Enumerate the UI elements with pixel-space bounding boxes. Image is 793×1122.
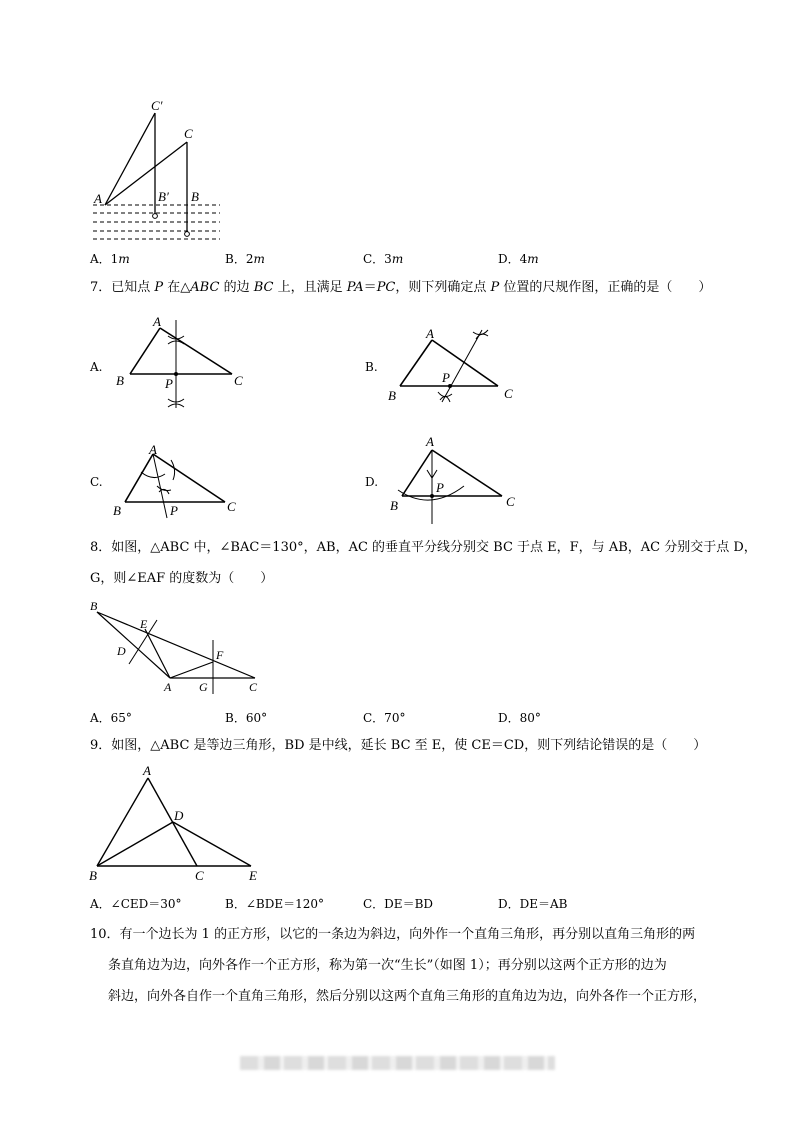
q7-option-c-label: C.	[90, 475, 103, 489]
q7a-label-b: B	[116, 373, 124, 388]
fig6-label-b: B	[191, 189, 199, 204]
q9-label-e: E	[249, 868, 257, 883]
q7d-label-c: C	[506, 494, 515, 509]
q6-option-b: B．2m	[225, 252, 265, 266]
q6-option-a: A．1m	[90, 252, 130, 266]
q9-option-a: A．∠CED＝30°	[90, 897, 182, 911]
q10-question-line2: 条直角边为边，向外各作一个正方形，称为第一次“生长”（如图 1）；再分别以这两个正方形的边为	[108, 958, 667, 973]
q6-option-d: D．4m	[498, 252, 539, 266]
q7-option-a-label: A.	[90, 360, 103, 374]
q9-label-d: D	[174, 808, 184, 823]
q9-option-d: D．DE＝AB	[498, 897, 568, 911]
q7c-label-p: P	[170, 503, 178, 518]
q7-option-d-label: D.	[365, 475, 379, 489]
q9-label-c: C	[195, 868, 204, 883]
q9-question: 9．如图，△ABC 是等边三角形，BD 是中线，延长 BC 至 E，使 CE＝CD，则下列结论错误的是（ ）	[90, 738, 707, 753]
q8-question-line1: 8．如图，△ABC 中，∠BAC＝130°，AB，AC 的垂直平分线分别交 BC 于点 E，F，与 AB，AC 分别交于点 D，	[90, 540, 757, 555]
q10-question-line1: 10．有一个边长为 1 的正方形，以它的一条边为斜边，向外作一个直角三角形，再分别以直角三角形的两	[90, 927, 696, 942]
q7-question: 7．已知点 P 在△ABC 的边 BC 上，且满足 PA＝PC，则下列确定点 P 位置的尺规作图，正确的是（ ）	[90, 280, 712, 295]
fig6-label-cp: C′	[151, 98, 163, 113]
q7-figure-c	[105, 440, 255, 520]
q7-figure-b	[380, 322, 530, 407]
q7d-label-a: A	[426, 434, 434, 449]
fig6-label-bp: B′	[158, 189, 169, 204]
q7d-label-b: B	[390, 498, 398, 513]
q9-option-c: C．DE＝BD	[363, 897, 434, 911]
q7b-label-p: P	[442, 370, 450, 385]
q7c-label-b: B	[113, 503, 121, 518]
q7a-label-p: P	[165, 376, 173, 391]
q7-figure-a	[110, 312, 260, 417]
q7b-label-c: C	[504, 386, 513, 401]
q10-question-line3: 斜边，向外各自作一个直角三角形，然后分别以这两个直角三角形的直角边为边，向外各作一个正方形，	[108, 989, 707, 1004]
q8-figure	[85, 598, 270, 698]
q7a-label-a: A	[153, 314, 161, 329]
q9-label-b: B	[89, 868, 97, 883]
q8-option-a: A．65°	[90, 711, 132, 725]
q8-option-c: C．70°	[363, 711, 406, 725]
blurred-footer	[240, 1056, 555, 1070]
fig6-label-a: A	[94, 191, 102, 206]
q8-label-c: C	[249, 680, 258, 694]
fig6-label-c: C	[184, 126, 193, 141]
q7d-label-p: P	[436, 480, 444, 495]
q8-label-a: A	[164, 680, 172, 694]
q8-label-e: E	[140, 617, 148, 631]
q6-figure	[85, 95, 230, 245]
q8-question-line2: G，则∠EAF 的度数为（ ）	[90, 571, 274, 586]
q7c-label-c: C	[227, 499, 236, 514]
q9-option-b: B．∠BDE＝120°	[225, 897, 324, 911]
q8-label-g: G	[199, 680, 208, 694]
q7-option-b-label: B.	[365, 360, 378, 374]
q7b-label-a: A	[426, 326, 434, 341]
q6-option-c: C．3m	[363, 252, 404, 266]
q8-label-d: D	[117, 644, 126, 658]
q7-figure-d	[380, 432, 530, 527]
q8-option-b: B．60°	[225, 711, 268, 725]
q7b-label-b: B	[388, 388, 396, 403]
q8-label-b: B	[90, 599, 98, 613]
q7c-label-a: A	[149, 442, 157, 457]
q8-label-f: F	[216, 648, 224, 662]
q7a-label-c: C	[234, 373, 243, 388]
q9-label-a: A	[143, 763, 151, 778]
q8-option-d: D．80°	[498, 711, 541, 725]
q9-figure	[85, 762, 270, 887]
